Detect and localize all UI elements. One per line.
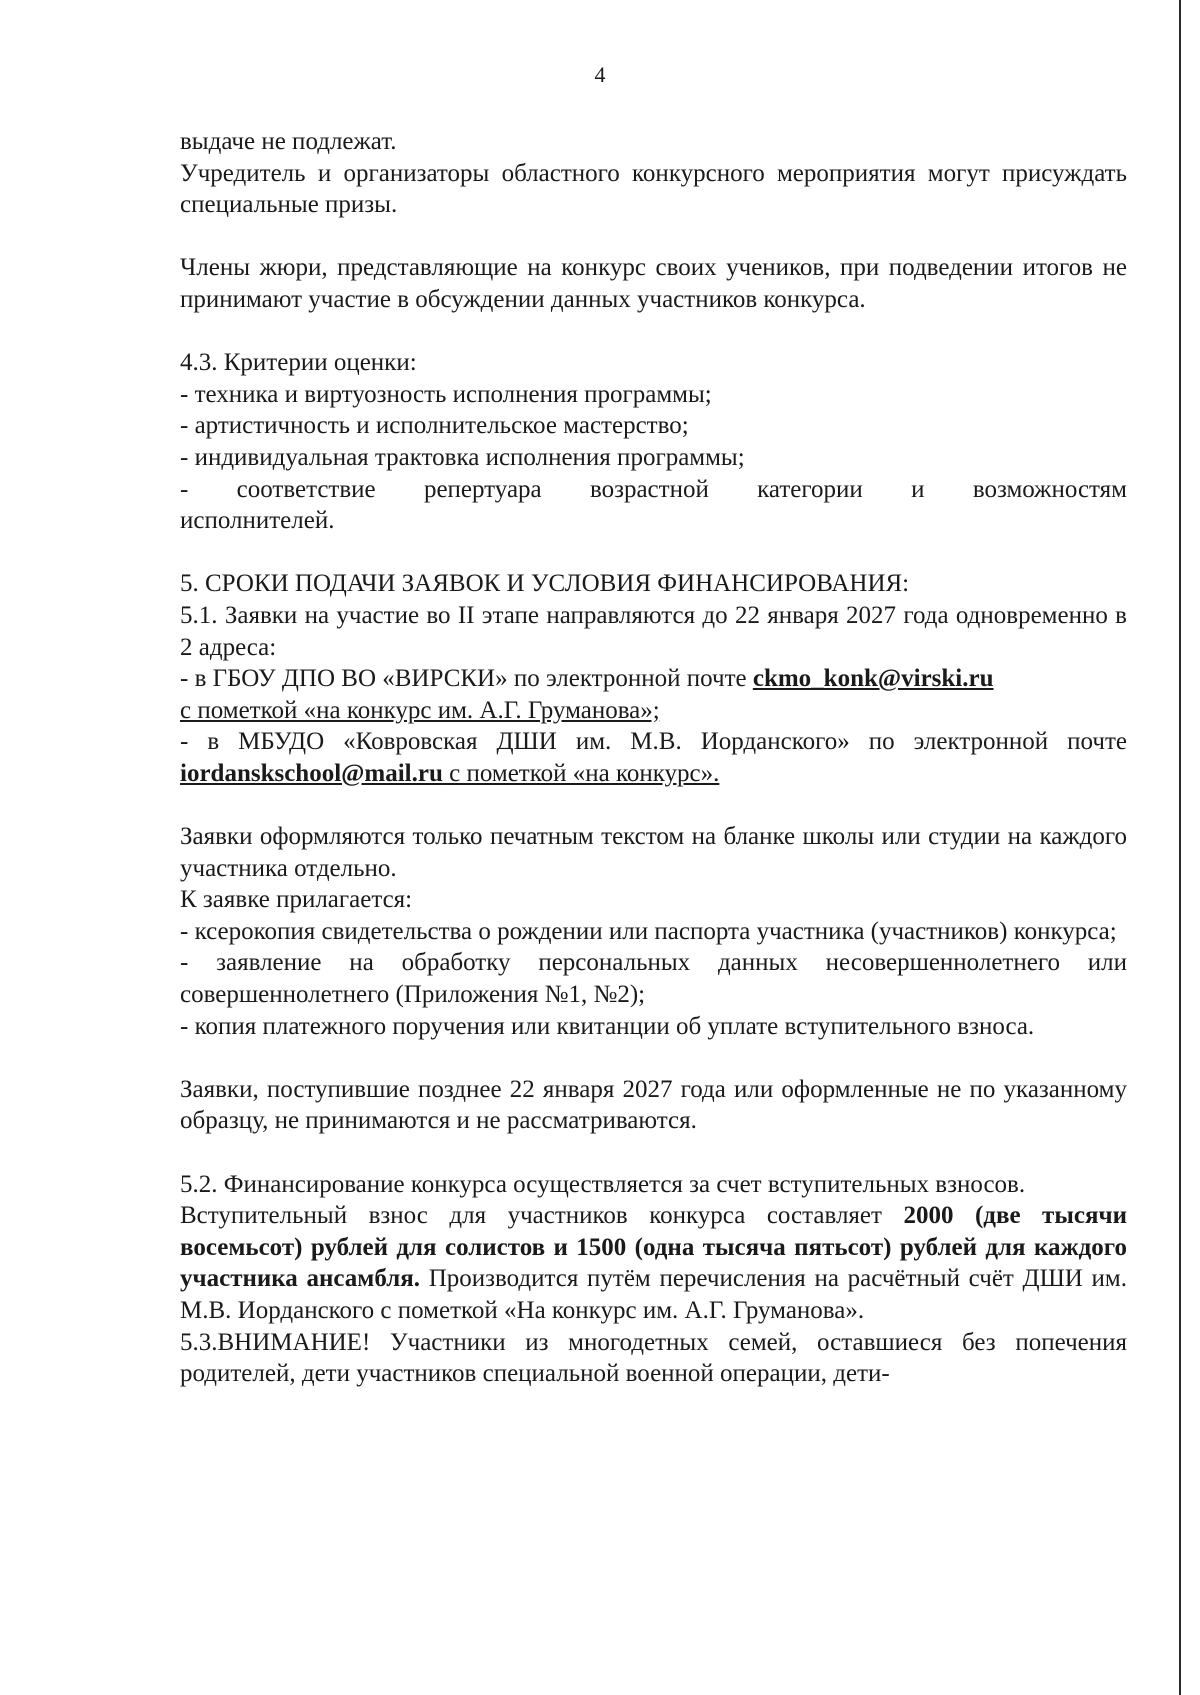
paragraph-late-applications: Заявки, поступившие позднее 22 января 2027 года или оформленные не по указанному образцу, не принимаются и не рассматриваются. xyxy=(180,1075,1127,1135)
attachment-item: - копия платежного поручения или квитанции об уплате вступительного взноса. xyxy=(180,1012,1035,1040)
criteria-section xyxy=(180,347,1127,537)
criteria-heading: 4.3. Критерии оценки: xyxy=(180,349,417,377)
address-prefix: - в ГБОУ ДПО ВО «ВИРСКИ» по электронной почте xyxy=(180,665,753,693)
criteria-word: репертуара xyxy=(423,475,542,503)
address-line xyxy=(180,726,1127,789)
criteria-word: и xyxy=(911,475,925,503)
address-note: с пометкой «на конкурс им. А.Г. Груманова»; xyxy=(180,696,660,724)
criteria-item-end: исполнителей. xyxy=(180,507,335,535)
criteria-item-spread xyxy=(180,474,1127,506)
paragraph-continuation: выдаче не подлежат. xyxy=(180,128,397,155)
fee-prefix: Вступительный взнос для участников конкурса составляет xyxy=(180,1202,904,1230)
section-heading: 5. СРОКИ ПОДАЧИ ЗАЯВОК И УСЛОВИЯ ФИНАНСИРОВАНИЯ: xyxy=(180,570,910,598)
criteria-item: - техника и виртуозность исполнения программы; xyxy=(180,380,712,408)
email-link-iordansk[interactable]: iordanskschool@mail.ru xyxy=(180,759,443,787)
fee-suffix: Производится путём перечисления на расчётный счёт ДШИ им. М.В. Иорданского с пометкой «На конкурс им. А.Г. Груманова». xyxy=(180,1265,1127,1324)
paragraph-5-3: 5.3.ВНИМАНИЕ! Участники из многодетных семей, оставшиеся без попечения родителей, дети участников специальной военной операции, дети- xyxy=(180,1328,1127,1388)
attachment-item: - заявление на обработку персональных данных несовершеннолетнего или совершеннолетнего (Приложения №1, №2); xyxy=(180,949,1127,1009)
scan-edge-line xyxy=(1179,0,1181,1695)
criteria-item: - индивидуальная трактовка исполнения программы; xyxy=(180,443,745,471)
address-prefix: - в МБУДО «Ковровская ДШИ им. М.В. Иорданского» по электронной почте xyxy=(180,728,1127,756)
section-5 xyxy=(180,568,1127,1389)
paragraph-forms: Заявки оформляются только печатным текстом на бланке школы или студии на каждого участника отдельно. xyxy=(180,823,1127,882)
paragraph-fee xyxy=(180,1200,1127,1326)
paragraph-jury: Члены жюри, представляющие на конкурс своих учеников, при подведении итогов не принимают участие в обсуждении данных участников конкурса. xyxy=(180,254,1127,313)
email-link-virski[interactable]: ckmo_konk@virski.ru xyxy=(752,665,994,693)
attachments-heading: К заявке прилагается: xyxy=(180,886,413,914)
address-note: с пометкой «на конкурс». xyxy=(442,759,720,787)
page-number: 4 xyxy=(594,62,606,87)
attachment-item: - ксерокопия свидетельства о рождении или паспорта участника (участников) конкурса; xyxy=(180,917,1117,945)
criteria-word: возможностям xyxy=(972,475,1127,503)
criteria-word: - xyxy=(180,475,189,503)
paragraph-special-prizes: Учредитель и организаторы областного конкурсного мероприятия могут присуждать специальные призы. xyxy=(180,159,1127,219)
fee-amounts: 2000 (две тысячи восемьсот) рублей для солистов и 1500 (одна тысяча пятьсот) рублей для каждого участника ансамбля. xyxy=(180,1202,1127,1293)
document-body xyxy=(180,126,1127,1390)
criteria-item: - артистичность и исполнительское мастерство; xyxy=(180,412,689,440)
criteria-word: соответствие xyxy=(236,475,376,503)
paragraph-5-1: 5.1. Заявки на участие во II этапе направляются до 22 января 2027 года одновременно в 2 адреса: xyxy=(180,601,1127,661)
address-line xyxy=(180,663,1127,695)
criteria-word: возрастной xyxy=(589,475,709,503)
criteria-word: категории xyxy=(757,475,863,503)
paragraph-5-2: 5.2. Финансирование конкурса осуществляется за счет вступительных взносов. xyxy=(180,1170,1026,1198)
